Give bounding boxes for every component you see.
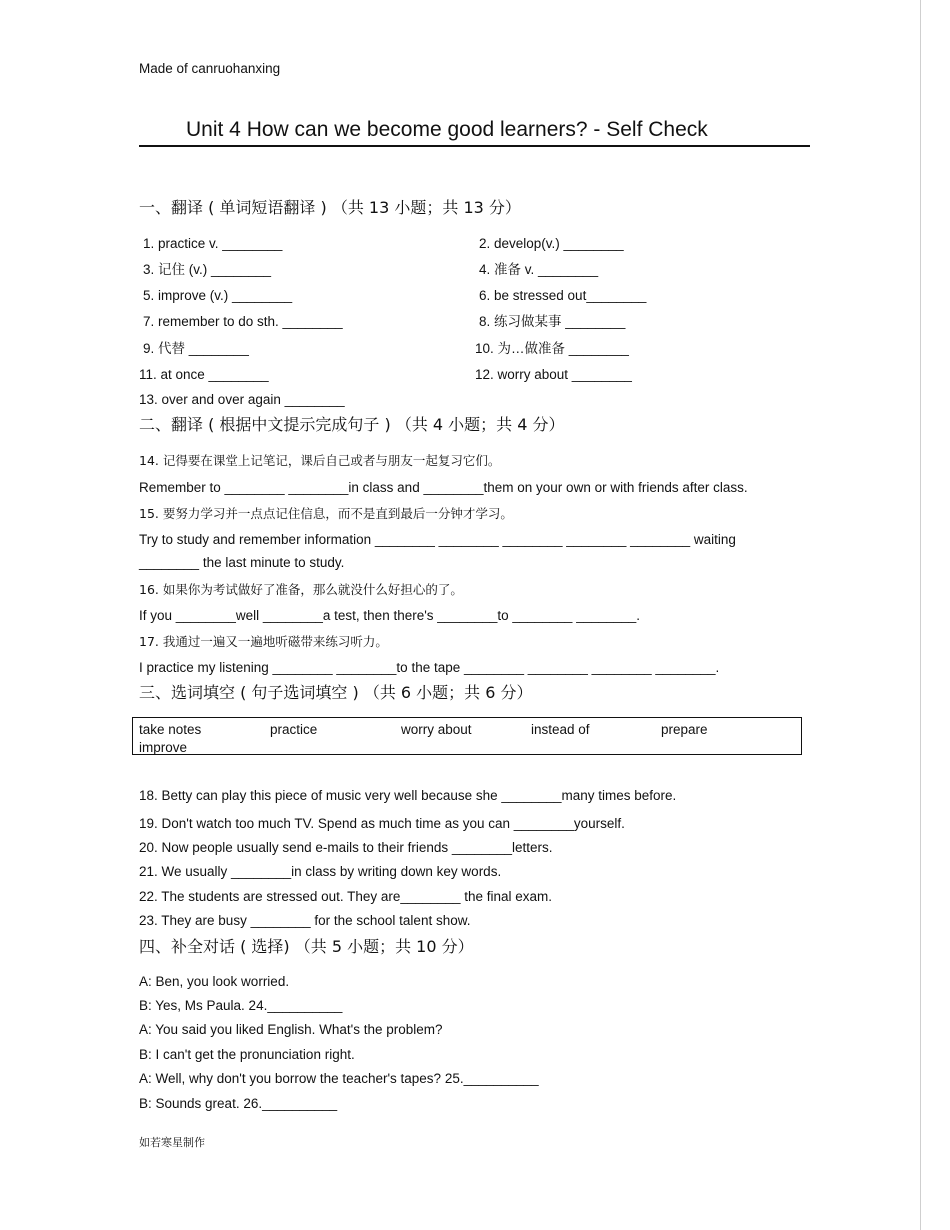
word-bank-item: instead of xyxy=(531,722,590,737)
word-bank-item: take notes xyxy=(139,722,202,737)
section-1-heading: 一、翻译 ( 单词短语翻译 ) （共 13 小题；共 13 分） xyxy=(139,198,521,217)
dialogue-line: A: Well, why don't you borrow the teacher's tapes? 25.__________ xyxy=(139,1071,539,1086)
vocab-item-8: 8. 练习做某事 ________ xyxy=(479,314,626,329)
dialogue-line: B: I can't get the pronunciation right. xyxy=(139,1047,355,1062)
vocab-item-6: 6. be stressed out________ xyxy=(479,288,647,303)
page-footer: 如若寒星制作 xyxy=(139,1136,205,1149)
fill-item-19: 19. Don't watch too much TV. Spend as much time as you can ________yourself. xyxy=(139,816,625,831)
fill-item-21: 21. We usually ________in class by writing down key words. xyxy=(139,864,502,879)
vocab-item-13: 13. over and over again ________ xyxy=(139,392,345,407)
fill-item-23: 23. They are busy ________ for the school talent show. xyxy=(139,913,471,928)
q15-chinese: 15. 要努力学习并一点点记住信息，而不是直到最后一分钟才学习。 xyxy=(139,506,513,521)
fill-item-22: 22. The students are stressed out. They are________ the final exam. xyxy=(139,889,553,904)
page-title: Unit 4 How can we become good learners? - Self Check xyxy=(186,118,708,141)
section-2-heading: 二、翻译 ( 根据中文提示完成句子 ) （共 4 小题；共 4 分） xyxy=(139,415,565,434)
vocab-item-12: 12. worry about ________ xyxy=(475,367,632,382)
word-bank-item: worry about xyxy=(401,722,472,737)
dialogue-line: B: Yes, Ms Paula. 24.__________ xyxy=(139,998,343,1013)
vocab-item-9: 9. 代替 ________ xyxy=(143,341,249,356)
vocab-item-1: 1. practice v. ________ xyxy=(143,236,283,251)
vocab-item-5: 5. improve (v.) ________ xyxy=(143,288,293,303)
q17-chinese: 17. 我通过一遍又一遍地听磁带来练习听力。 xyxy=(139,634,388,649)
dialogue-line: A: Ben, you look worried. xyxy=(139,974,290,989)
q16-chinese: 16. 如果你为考试做好了准备，那么就没什么好担心的了。 xyxy=(139,582,463,597)
vocab-item-11: 11. at once ________ xyxy=(139,367,269,382)
vocab-item-4: 4. 准备 v. ________ xyxy=(479,262,599,277)
q17-english: I practice my listening ________ ________to the tape ________ ________ ________ ________. xyxy=(139,660,720,675)
word-bank-item: prepare xyxy=(661,722,708,737)
vocab-item-2: 2. develop(v.) ________ xyxy=(479,236,624,251)
q15-english-line2: ________ the last minute to study. xyxy=(139,555,345,570)
section-4-heading: 四、补全对话 ( 选择) （共 5 小题；共 10 分） xyxy=(139,937,474,956)
page-edge xyxy=(920,0,921,1230)
section-3-heading: 三、选词填空 ( 句子选词填空 ) （共 6 小题；共 6 分） xyxy=(139,683,533,702)
q14-english: Remember to ________ ________in class and ________them on your own or with friends after class. xyxy=(139,480,748,495)
dialogue-line: A: You said you liked English. What's the problem? xyxy=(139,1022,443,1037)
fill-item-18: 18. Betty can play this piece of music very well because she ________many times before. xyxy=(139,788,677,803)
q14-chinese: 14. 记得要在课堂上记笔记，课后自己或者与朋友一起复习它们。 xyxy=(139,453,501,468)
dialogue-line: B: Sounds great. 26.__________ xyxy=(139,1096,338,1111)
q15-english-line1: Try to study and remember information ________ ________ ________ ________ ________ waiting xyxy=(139,532,736,547)
word-bank-item: improve xyxy=(139,740,188,755)
page-header: Made of canruohanxing xyxy=(139,61,281,76)
q16-english: If you ________well ________a test, then there's ________to ________ ________. xyxy=(139,608,641,623)
title-underline xyxy=(139,145,810,147)
word-bank-item: practice xyxy=(270,722,318,737)
vocab-item-7: 7. remember to do sth. ________ xyxy=(143,314,343,329)
word-bank-box xyxy=(132,717,802,755)
fill-item-20: 20. Now people usually send e-mails to their friends ________letters. xyxy=(139,840,553,855)
vocab-item-10: 10. 为…做准备 ________ xyxy=(475,341,629,356)
vocab-item-3: 3. 记住 (v.) ________ xyxy=(143,262,272,277)
